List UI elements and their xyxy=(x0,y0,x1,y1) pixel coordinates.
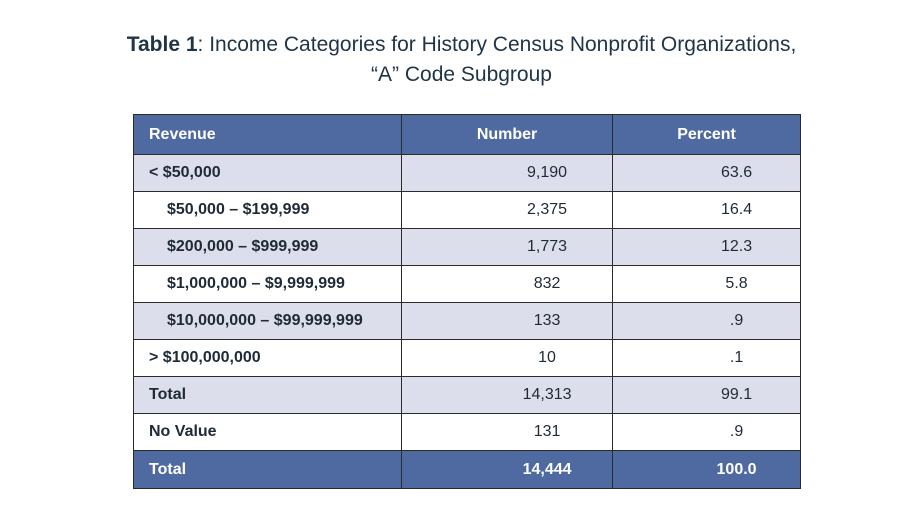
table-row xyxy=(134,192,801,229)
table-number-label: Table 1 xyxy=(126,33,198,56)
number-cell: 131 xyxy=(402,414,613,451)
percent-cell: .9 xyxy=(613,414,801,451)
percent-cell: .9 xyxy=(613,303,801,340)
revenue-cell: Total xyxy=(134,377,402,414)
table-row xyxy=(134,340,801,377)
revenue-cell: $50,000 – $199,999 xyxy=(134,192,402,229)
number-cell: 832 xyxy=(402,266,613,303)
title-line-1 xyxy=(0,30,923,60)
number-cell: 10 xyxy=(402,340,613,377)
table-row xyxy=(134,377,801,414)
header-percent: Percent xyxy=(613,115,801,155)
table-row xyxy=(134,266,801,303)
table-row xyxy=(134,303,801,340)
table-row xyxy=(134,414,801,451)
revenue-cell: $10,000,000 – $99,999,999 xyxy=(134,303,402,340)
percent-cell: .1 xyxy=(613,340,801,377)
number-cell: 1,773 xyxy=(402,229,613,266)
table-row xyxy=(134,155,801,192)
percent-cell: 63.6 xyxy=(613,155,801,192)
header-number: Number xyxy=(402,115,613,155)
percent-cell: 16.4 xyxy=(613,192,801,229)
number-cell: 2,375 xyxy=(402,192,613,229)
header-revenue: Revenue xyxy=(134,115,402,155)
number-cell: 133 xyxy=(402,303,613,340)
number-cell: 14,444 xyxy=(402,451,613,489)
title-text-line-1: Income Categories for History Census Nonprofit Organizations, xyxy=(209,33,797,56)
percent-cell: 99.1 xyxy=(613,377,801,414)
header-row xyxy=(134,115,801,155)
revenue-cell: > $100,000,000 xyxy=(134,340,402,377)
revenue-cell: Total xyxy=(134,451,402,489)
percent-cell: 5.8 xyxy=(613,266,801,303)
total-footer-row xyxy=(134,451,801,489)
revenue-cell: No Value xyxy=(134,414,402,451)
number-cell: 14,313 xyxy=(402,377,613,414)
number-cell: 9,190 xyxy=(402,155,613,192)
revenue-cell: < $50,000 xyxy=(134,155,402,192)
revenue-cell: $200,000 – $999,999 xyxy=(134,229,402,266)
percent-cell: 12.3 xyxy=(613,229,801,266)
table-row xyxy=(134,229,801,266)
income-table xyxy=(133,114,801,489)
title-text-line-2: “A” Code Subgroup xyxy=(371,63,552,86)
title-separator: : xyxy=(197,33,210,56)
percent-cell: 100.0 xyxy=(613,451,801,489)
revenue-cell: $1,000,000 – $9,999,999 xyxy=(134,266,402,303)
table-title xyxy=(0,30,923,90)
